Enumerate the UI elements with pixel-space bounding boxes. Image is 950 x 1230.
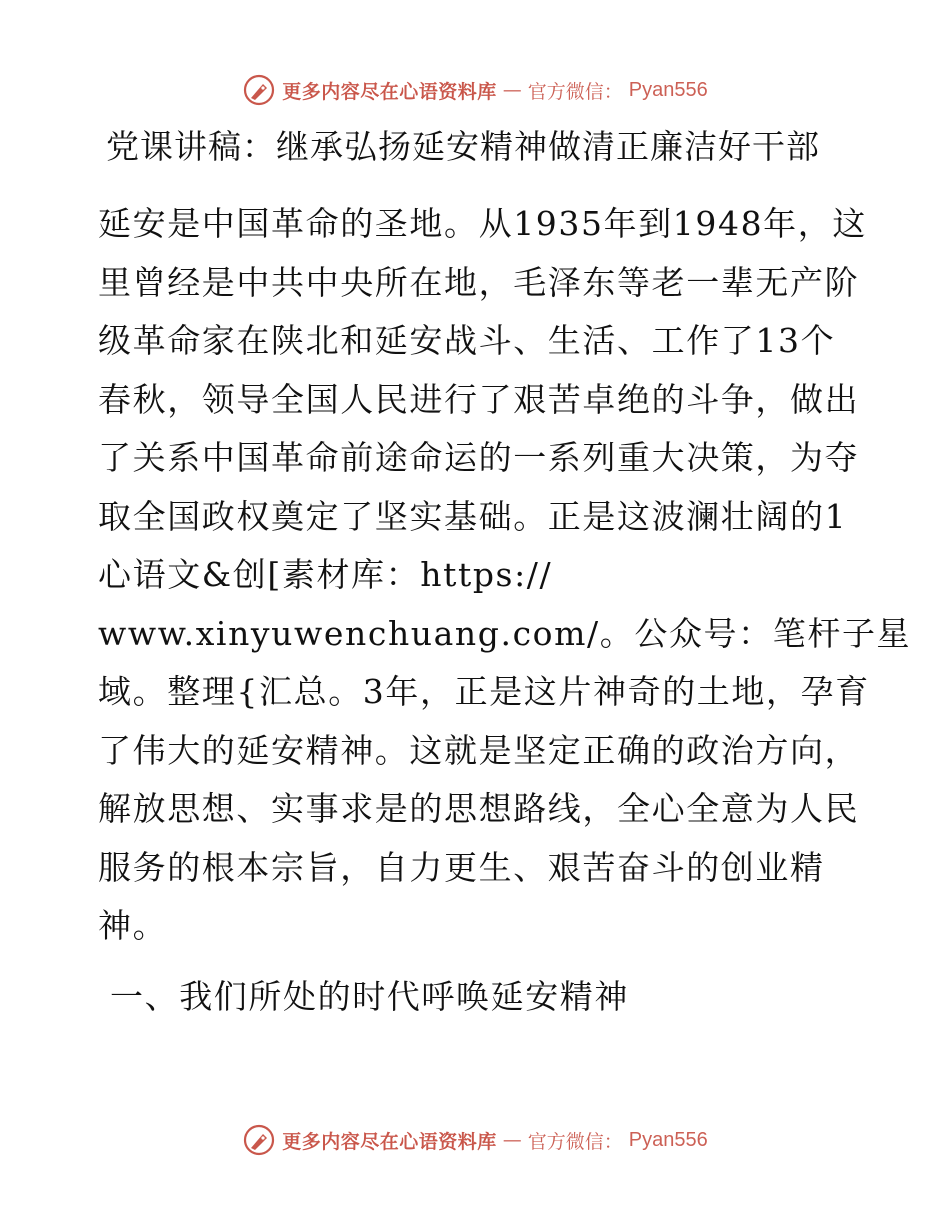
body-paragraph (98, 195, 912, 956)
body-line: 春秋，领导全国人民进行了艰苦卓绝的斗争，做出 (98, 379, 860, 419)
body-line: 解放思想、实事求是的思想路线，全心全意为人民 (98, 789, 860, 828)
body-line: 延安是中国革命的圣地。从1935年到1948年，这 (98, 204, 867, 243)
body-line: 域。整理{汇总。3年，正是这片神奇的土地，孕育 (98, 672, 870, 711)
body-line: 心语文&创[素材库：https:// (98, 555, 553, 594)
banner-text: 更多内容尽在心语资料库 (282, 1130, 497, 1153)
body-line: 服务的根本宗旨，自力更生、艰苦奋斗的创业精 (98, 847, 825, 887)
body-line: 了关系中国革命前途命运的一系列重大决策，为夺 (98, 438, 860, 477)
body-line: 了伟大的延安精神。这就是坚定正确的政治方向， (98, 730, 860, 770)
body-line: 取全国政权奠定了坚实基础。正是这波澜壮阔的1 (98, 496, 848, 536)
header-banner (0, 70, 950, 110)
pen-nib-logo-icon (242, 73, 276, 107)
pen-nib-logo-icon (242, 1123, 276, 1157)
banner-wechat-id: Pyan556 (628, 1128, 708, 1151)
body-line: 神。 (98, 906, 168, 945)
body-line: 里曾经是中共中央所在地，毛泽东等老一辈无产阶 (98, 262, 860, 302)
banner-separator: — (502, 1129, 522, 1151)
body-line: 级革命家在陕北和延安战斗、生活、工作了13个 (98, 321, 836, 360)
banner-wechat-label: 官方微信： (527, 80, 623, 103)
banner-text: 更多内容尽在心语资料库 (282, 80, 497, 103)
section-heading: 一、我们所处的时代呼唤延安精神 (110, 977, 629, 1016)
body-line: www.xinyuwenchuang.com/。公众号：笔杆子星 (98, 613, 912, 653)
banner-separator: — (502, 79, 522, 101)
banner-wechat-label: 官方微信： (527, 1130, 623, 1153)
footer-banner (0, 1120, 950, 1160)
document-title: 党课讲稿：继承弘扬延安精神做清正廉洁好干部 (106, 127, 820, 166)
banner-wechat-id: Pyan556 (628, 78, 708, 101)
